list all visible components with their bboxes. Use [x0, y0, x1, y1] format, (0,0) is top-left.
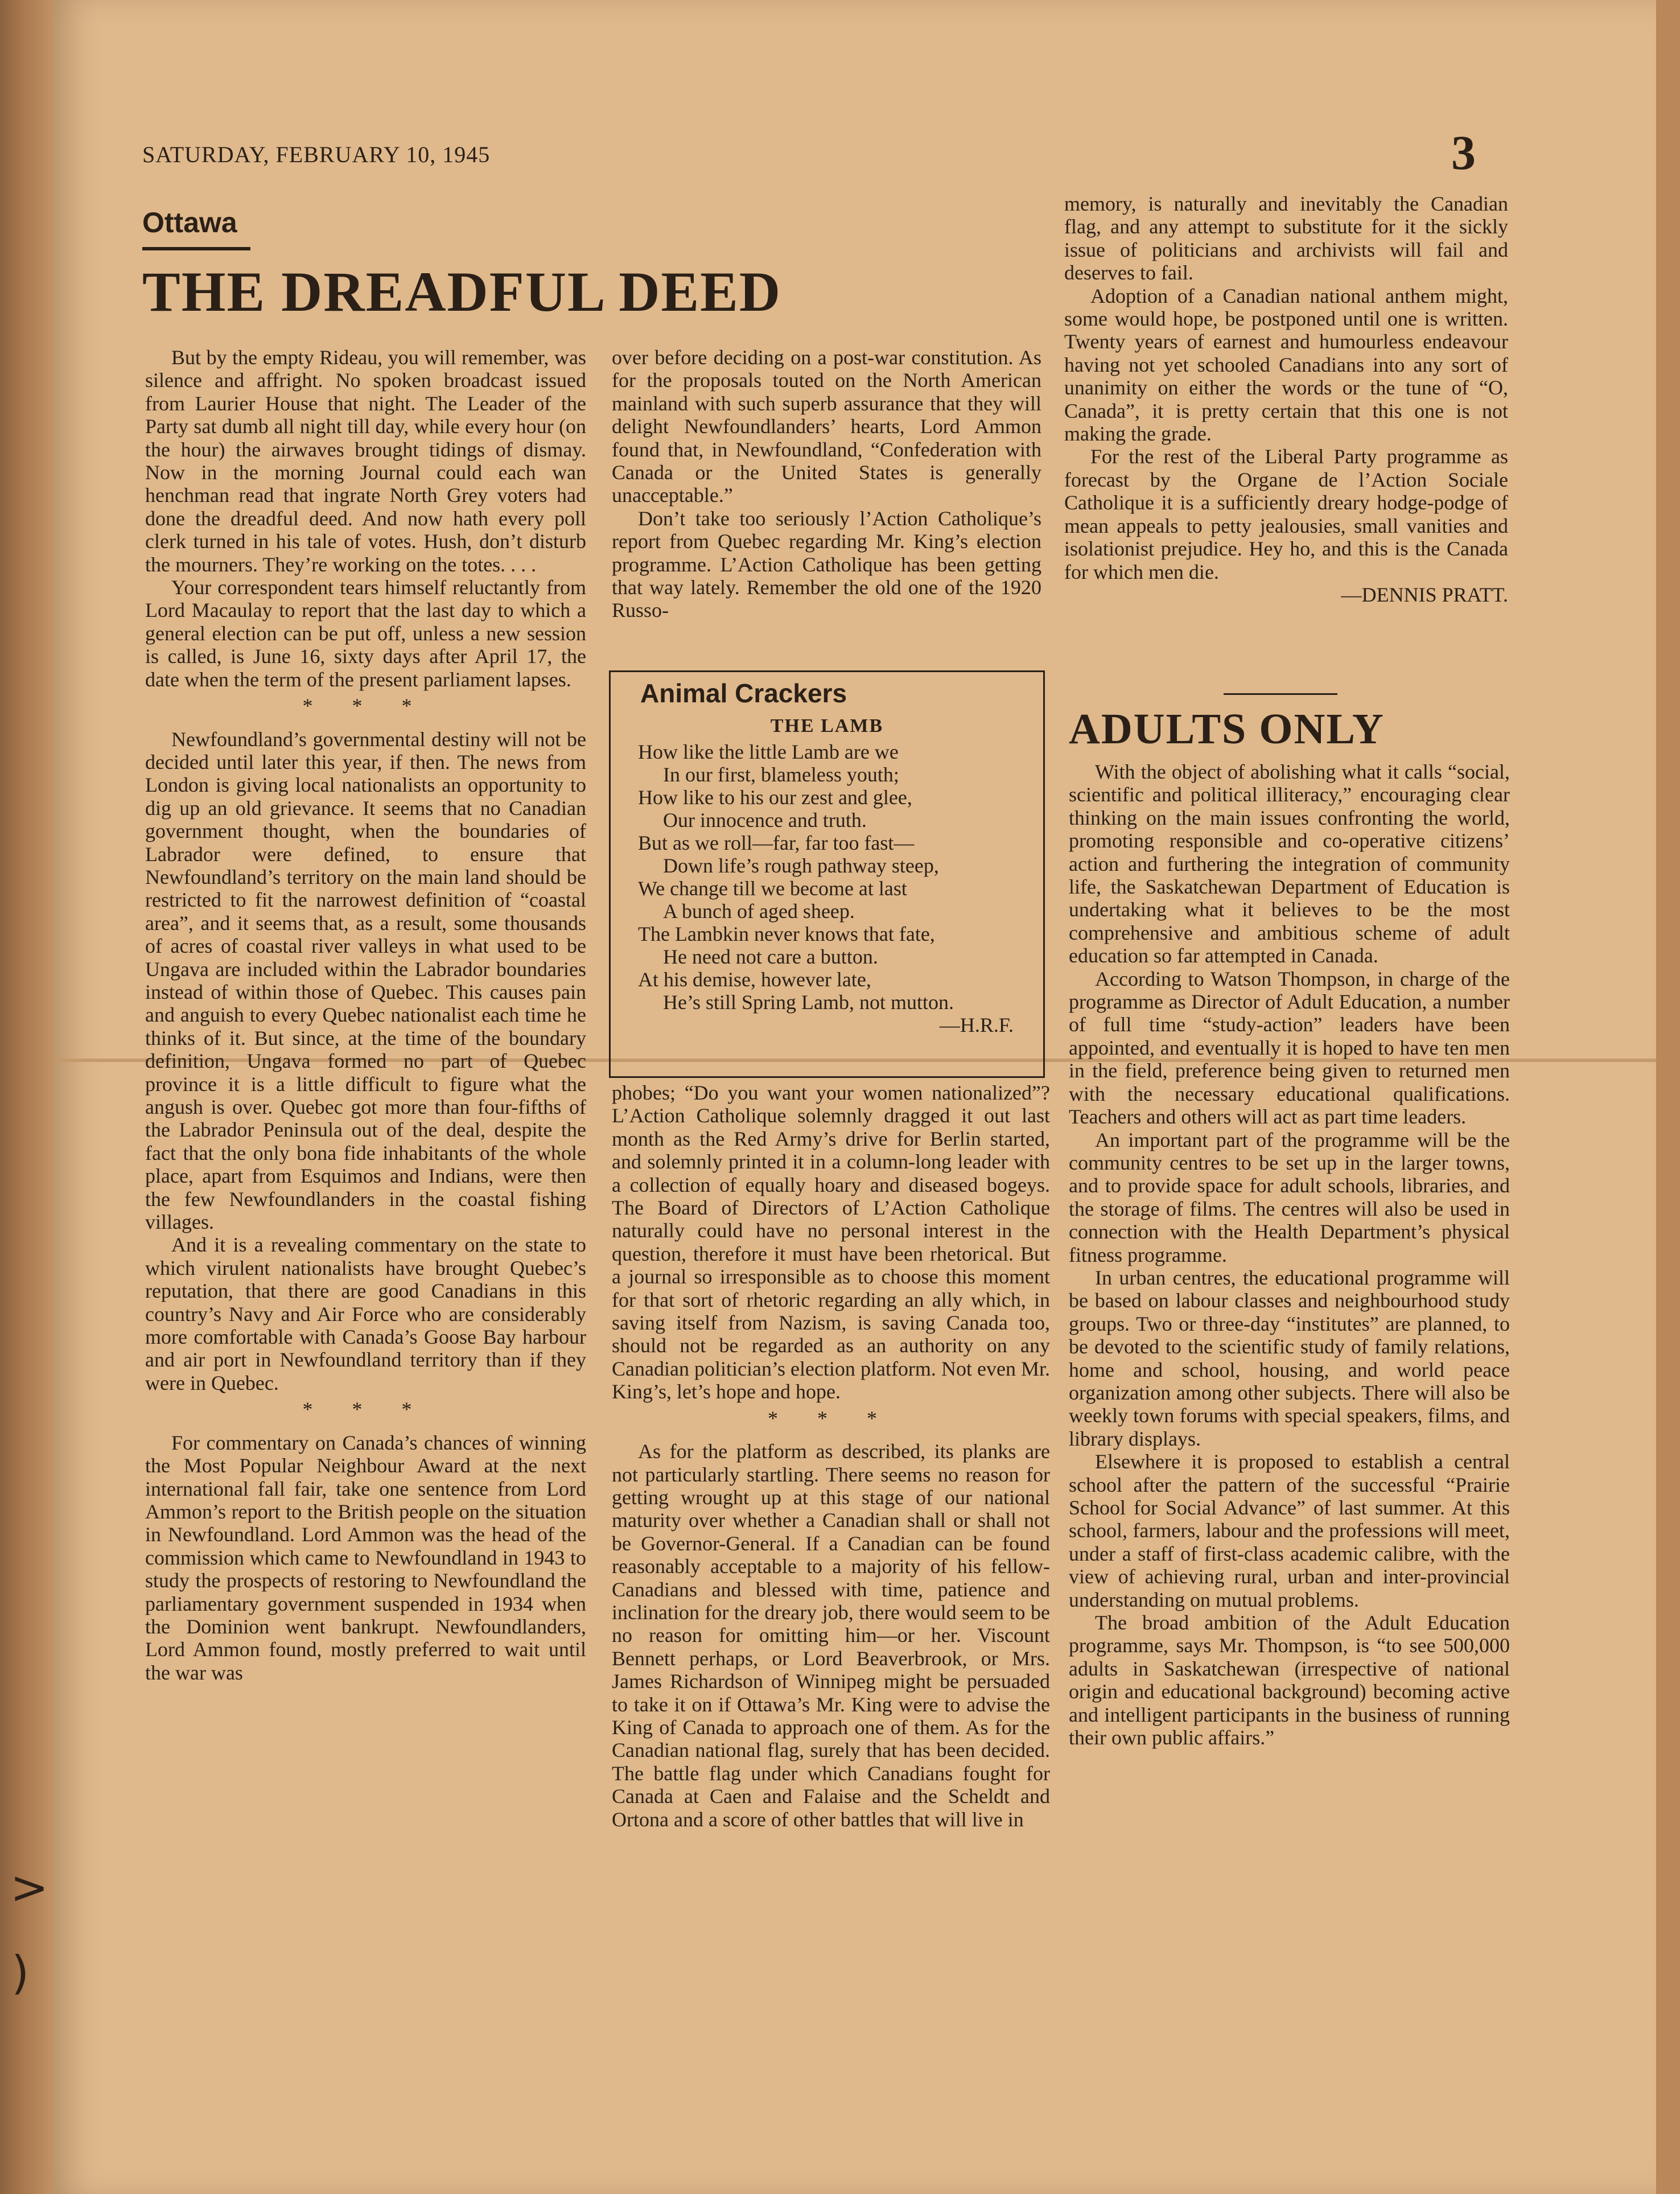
paragraph: According to Watson Thompson, in charge of the programme as Director of Adult Education, a number of full time “study-action” leaders have been appointed, and eventually it is hoped to have ten men in the field, preference being given to returned men with the necessary educational qualifications. Teachers and others will act as part time leaders. — [1069, 967, 1510, 1129]
adults-article-text — [1069, 760, 1510, 1749]
article-headline: THE DREADFUL DEED — [142, 260, 782, 323]
paragraph: Elsewhere it is proposed to establish a central school after the pattern of the successful “Prairie School for Social Advance” of last summer. At this school, farmers, labour and the professions will meet, under a staff of first-class academic calibre, with the view of achieving rural, urban and inter-provincial understanding on mutual problems. — [1069, 1450, 1510, 1611]
paragraph: For commentary on Canada’s chances of winning the Most Popular Neighbour Award at the next international fall fair, take one sentence from Lord Ammon’s report to the British people on the situation in Newfoundland. Lord Ammon was the head of the commission which came to Newfoundland in 1943 to study the prospects of restoring to Newfoundland the parliamentary government suspended in 1934 when the Dominion went bankrupt. Newfoundlanders, Lord Ammon found, mostly preferred to wait until the war was — [145, 1431, 586, 1684]
paragraph: Newfoundland’s governmental destiny will not be decided until later this year, if then. The news from London is giving local nationalists an opportunity to dig up an old grievance. It seems that no Canadian government thought, when the boundaries of Labrador were defined, to ensure that Newfoundland’s territory on the main land should be restricted to fit the narrowest definition of “coastal area”, and it seems that, as a result, some thousands of acres of coastal river valleys in what used to be Ungava are included within the Labrador boundaries instead of within those of Quebec. This causes pain and anguish to every Quebec nationalist each time he thinks of it. But since, at the time of the boundary definition, Ungava formed no part of Quebec province it is a little difficult to figure what the angush is over. Quebec got more than four-fifths of the Labrador Peninsula out of the deal, despite the fact that the only bona fide inhabitants of the whole place, apart from Esquimos and Indians, were then the few Newfoundlanders in the coastal fishing villages. — [145, 727, 586, 1234]
paragraph: With the object of abolishing what it calls “social, scientific and political illiteracy,” encouraging clear thinking on the main issues confronting the world, promoting responsible and co-operative citizens’ action and furthering the integration of community life, the Saskatchewan Department of Education is undertaking what it believes to be the most comprehensive and ambitious scheme of adult education so far attempted in Canada. — [1069, 760, 1510, 968]
column-2-top — [612, 346, 1041, 622]
poem-body — [638, 740, 1031, 1036]
paragraph: The broad ambition of the Adult Education programme, says Mr. Thompson, is “to see 500,000 adults in Saskatchewan (irrespective of national origin and educational background) becoming active and intelligent participants in the business of running their own public affairs.” — [1069, 1611, 1510, 1750]
paragraph: For the rest of the Liberal Party programme as forecast by the Organe de l’Action Sociale Catholique it is a sufficiently dreary hodge-podge of mean appeals to petty jealousies, small vanities and isolationist prejudice. Hey ho, and this is the Canada for which men die. — [1064, 445, 1508, 583]
paragraph: But by the empty Rideau, you will remember, was silence and affright. No spoken broadcast issued from Laurier House that night. The Leader of the Party sat dumb all night till day, while every hour (on the hour) the airwaves brought tidings of dismay. Now in the morning Journal could each wan henchman read that ingrate North Grey voters had done the dreadful deed. And now hath every poll clerk turned in his tale of votes. Hush, don’t disturb the mourners. They’re working on the totes. . . . — [145, 346, 586, 576]
poem-line: At his demise, however late, — [638, 968, 871, 991]
poem-title: THE LAMB — [770, 715, 884, 736]
paragraph: memory, is naturally and inevitably the Canadian flag, and any attempt to substitute for it the sickly issue of politicians and archivists will fail and deserves to fail. — [1064, 192, 1508, 285]
poem-box-heading: Animal Crackers — [640, 678, 847, 708]
poem-line: But as we roll—far, far too fast— — [638, 832, 915, 854]
column-3-top — [1064, 192, 1508, 606]
poem-line: He need not care a button. — [663, 945, 878, 968]
article-signature: —DENNIS PRATT. — [1341, 583, 1508, 606]
article-divider — [1224, 693, 1337, 695]
paragraph: An important part of the programme will be the community centres to be set up in the larger towns, and to provide space for adult schools, libraries, and the storage of films. The centres will also be used in connection with the Health Department’s physical fitness programme. — [1069, 1128, 1510, 1266]
poem-line: How like to his our zest and glee, — [638, 786, 912, 809]
page-number: 3 — [1451, 125, 1476, 180]
poem-line: Down life’s rough pathway steep, — [663, 854, 939, 877]
paragraph: Don’t take too seriously l’Action Catholique’s report from Quebec regarding Mr. King’s election programme. L’Action Catholique has been getting that way lately. Remember the old one of the 1920 Russo- — [612, 507, 1041, 622]
paragraph: Your correspondent tears himself reluctantly from Lord Macaulay to report that the last day to which a general election can be put off, unless a new session is called, is June 16, sixty days after April 17, the date when the term of the present parliament lapses. — [145, 576, 586, 691]
poem-line: A bunch of aged sheep. — [663, 900, 855, 923]
section-underline — [142, 247, 250, 250]
poem-line: Our innocence and truth. — [663, 809, 867, 832]
poem-line: We change till we become at last — [638, 877, 907, 900]
pencil-mark: ) — [11, 1946, 30, 1999]
poem-line: He’s still Spring Lamb, not mutton. — [663, 991, 954, 1014]
paragraph: phobes; “Do you want your women nationalized”? L’Action Catholique solemnly dragged it out last month as the Red Army’s drive for Berlin started, and solemnly printed it in a column-long leader with a collection of equally hoary and diseased bogeys. The Board of Directors of L’Action Catholique naturally could have no personal interest in the question, therefore it must have been rhetorical. But a journal so irresponsible as to choose this moment for that sort of rhetoric regarding an ally which, in saving itself from Nazism, is saving Canada too, should not be regarded as an authority on any Canadian politician’s election platform. Not even Mr. King’s, let’s hope and hope. — [612, 1081, 1050, 1403]
article-headline-adults: ADULTS ONLY — [1069, 705, 1385, 753]
poem-signature: —H.R.F. — [939, 1014, 1014, 1036]
poem-line: In our first, blameless youth; — [663, 763, 899, 786]
pencil-mark: > — [10, 1861, 49, 1914]
paragraph: As for the platform as described, its planks are not particularly startling. There seems no reason for getting wrought up at this stage of our national maturity over whether a Canadian shall or shall not be Governor-General. If a Canadian can be found reasonably acceptable to a majority of his fellow-Canadians and blessed with time, patience and inclination for the dreary job, there would seem to be no reason for omitting him—or her. Viscount Bennett perhaps, or Lord Beaverbrook, or Mrs. James Richardson of Winnipeg might be persuaded to take it on if Ottawa’s Mr. King were to advise the King of Canada to approach one of them. As for the Canadian national flag, surely that has been decided. The battle flag under which Canadians fought for Canada at Caen and Falaise and the Scheldt and Ortona and a score of other battles that will live in — [612, 1440, 1050, 1831]
column-1 — [145, 346, 586, 1684]
poem-box — [609, 670, 1045, 1078]
paragraph: over before deciding on a post-war constitution. As for the proposals touted on the North American mainland with such superb assurance that they will delight Newfoundlanders’ hearts, Lord Ammon found that, in Newfoundland, “Confederation with Canada or the United States is generally unacceptable.” — [612, 346, 1041, 507]
column-2-bottom — [612, 1081, 1050, 1831]
paragraph: Adoption of a Canadian national anthem might, some would hope, be postponed until one is written. Twenty years of earnest and humourless endeavour having not yet schooled Canadians into any sort of unanimity on either the words or the tune of “O, Canada”, it is pretty certain that this one is not making the grade. — [1064, 284, 1508, 446]
paragraph: And it is a revealing commentary on the state to which virulent nationalists have brought Quebec’s reputation, that there are good Canadians in this country’s Navy and Air Force who are considerably more comfortable with Canada’s Goose Bay harbour and air port in Newfoundland territory than if they were in Quebec. — [145, 1233, 586, 1394]
section-separator: * * * — [302, 1398, 429, 1421]
dateline: SATURDAY, FEBRUARY 10, 1945 — [142, 142, 491, 167]
section-label: Ottawa — [142, 207, 237, 238]
paragraph: In urban centres, the educational programme will be based on labour classes and neighbourhood study groups. Two or three-day “institutes” are planned, to be devoted to the scientific study of family relations, home and school, housing, and world peace organization among other subjects. There will also be weekly town forums with special speakers, films, and library displays. — [1069, 1266, 1510, 1450]
poem-line: The Lambkin never knows that fate, — [638, 923, 935, 945]
section-separator: * * * — [768, 1406, 894, 1430]
poem-line: How like the little Lamb are we — [638, 740, 899, 763]
section-separator: * * * — [302, 694, 429, 718]
